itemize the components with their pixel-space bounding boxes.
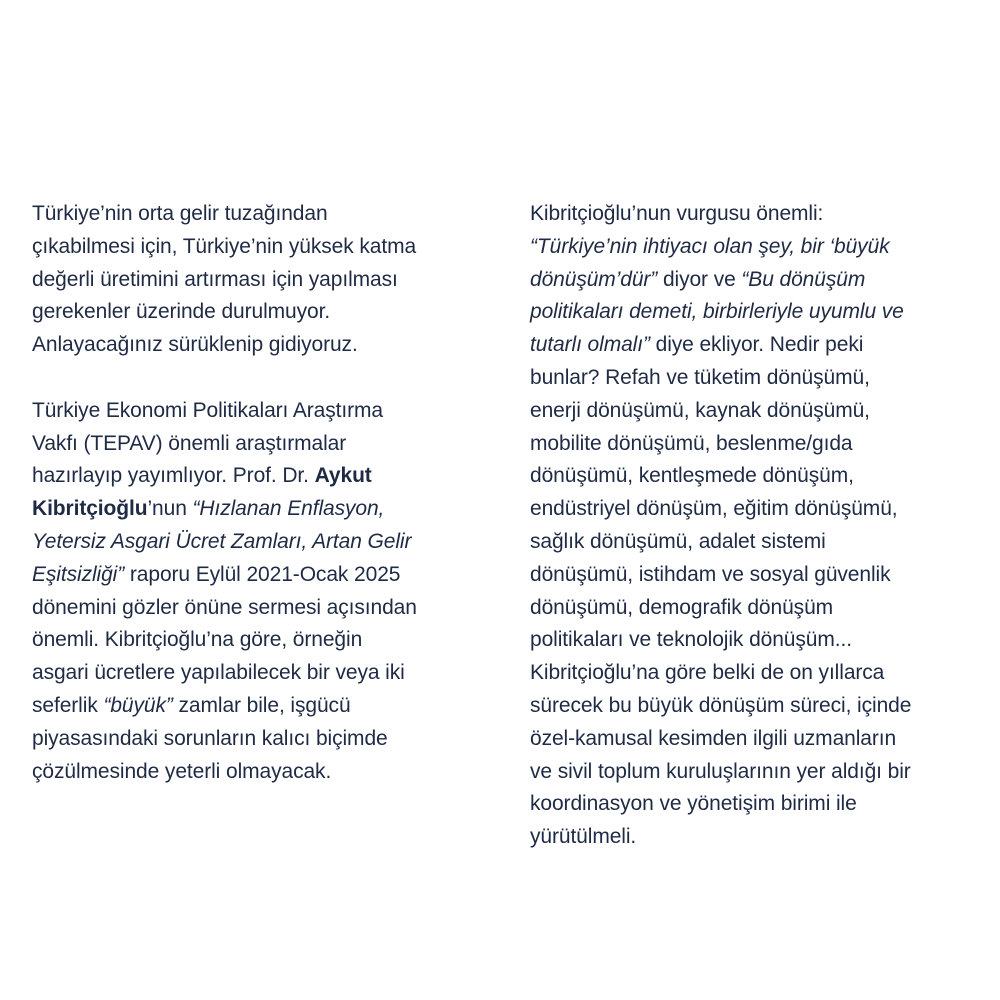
text-line: bunlar? Refah ve tüketim dönüşümü, bbox=[530, 365, 870, 389]
text-line: Anlayacağınız sürüklenip gidiyoruz. bbox=[32, 333, 358, 357]
text-line bbox=[32, 460, 482, 493]
text-line: ve sivil toplum kuruluşlarının yer aldığı bir bbox=[530, 759, 911, 783]
text-line: asgari ücretlere yapılabilecek bir veya iki bbox=[32, 661, 405, 685]
text-segment: raporu Eylül 2021-Ocak 2025 bbox=[124, 562, 401, 586]
text-segment: zamlar bile, işgücü bbox=[172, 693, 351, 717]
text-line: dönemini gözler önüne sermesi açısından bbox=[32, 595, 417, 619]
left-column bbox=[32, 198, 482, 788]
text-line bbox=[530, 264, 970, 297]
right-paragraph bbox=[530, 198, 970, 854]
text-line: enerji dönüşümü, kaynak dönüşümü, bbox=[530, 398, 870, 422]
text-line bbox=[32, 493, 482, 526]
text-segment: hazırlayıp yayımlıyor. Prof. Dr. bbox=[32, 464, 315, 488]
text-line: mobilite dönüşümü, beslenme/gıda bbox=[530, 431, 853, 455]
text-line: Kibritçioğlu’na göre belki de on yıllarca bbox=[530, 661, 885, 685]
left-paragraph-1 bbox=[32, 198, 482, 362]
author-name-bold: Aykut bbox=[314, 464, 372, 488]
text-segment: diye ekliyor. Nedir peki bbox=[649, 333, 864, 357]
text-line: Türkiye Ekonomi Politikaları Araştırma bbox=[32, 398, 383, 422]
quote-italic: tutarlı olmalı” bbox=[530, 333, 650, 357]
report-title-italic: “Hızlanan Enflasyon, bbox=[192, 497, 385, 521]
text-line: Yetersiz Asgari Ücret Zamları, Artan Gelir bbox=[32, 529, 412, 553]
text-line: çözülmesinde yeterli olmayacak. bbox=[32, 759, 332, 783]
text-line: dönüşümü, istihdam ve sosyal güvenlik bbox=[530, 562, 891, 586]
text-line: değerli üretimini artırması için yapılması bbox=[32, 267, 398, 291]
text-line: “Türkiye’nin ihtiyacı olan şey, bir ‘büyük bbox=[530, 234, 890, 258]
quote-italic: “Bu dönüşüm bbox=[741, 267, 866, 291]
text-line: önemli. Kibritçioğlu’na göre, örneğin bbox=[32, 628, 363, 652]
text-line: koordinasyon ve yönetişim birimi ile bbox=[530, 792, 857, 816]
text-line bbox=[32, 690, 482, 723]
author-surname-bold: Kibritçioğlu bbox=[32, 497, 148, 521]
text-line: piyasasındaki sorunların kalıcı biçimde bbox=[32, 726, 388, 750]
text-segment: ’nun bbox=[147, 497, 193, 521]
text-line: yürütülmeli. bbox=[530, 825, 637, 849]
left-paragraph-2 bbox=[32, 395, 482, 789]
text-line bbox=[530, 329, 970, 362]
text-line: dönüşümü, demografik dönüşüm bbox=[530, 595, 834, 619]
text-segment: seferlik bbox=[32, 693, 104, 717]
text-line: özel-kamusal kesimden ilgili uzmanların bbox=[530, 726, 897, 750]
text-line: gerekenler üzerinde durulmuyor. bbox=[32, 300, 331, 324]
text-line bbox=[32, 559, 482, 592]
text-line: endüstriyel dönüşüm, eğitim dönüşümü, bbox=[530, 497, 898, 521]
text-line: dönüşümü, kentleşmede dönüşüm, bbox=[530, 464, 854, 488]
text-line: politikaları ve teknolojik dönüşüm... bbox=[530, 628, 852, 652]
text-line: Kibritçioğlu’nun vurgusu önemli: bbox=[530, 202, 824, 225]
quote-italic: dönüşüm’dür” bbox=[530, 267, 658, 291]
text-line: Vakfı (TEPAV) önemli araştırmalar bbox=[32, 431, 347, 455]
quote-italic: “büyük” bbox=[103, 693, 173, 717]
text-line: sürecek bu büyük dönüşüm süreci, içinde bbox=[530, 693, 912, 717]
report-title-italic: Eşitsizliği” bbox=[32, 562, 125, 586]
text-segment: diyor ve bbox=[657, 267, 742, 291]
text-line: Türkiye’nin orta gelir tuzağından bbox=[32, 202, 328, 225]
text-line: çıkabilmesi için, Türkiye’nin yüksek katma bbox=[32, 234, 417, 258]
text-line: politikaları demeti, birbirleriyle uyumlu ve bbox=[530, 300, 904, 324]
text-line: sağlık dönüşümü, adalet sistemi bbox=[530, 529, 826, 553]
right-column bbox=[530, 198, 970, 854]
